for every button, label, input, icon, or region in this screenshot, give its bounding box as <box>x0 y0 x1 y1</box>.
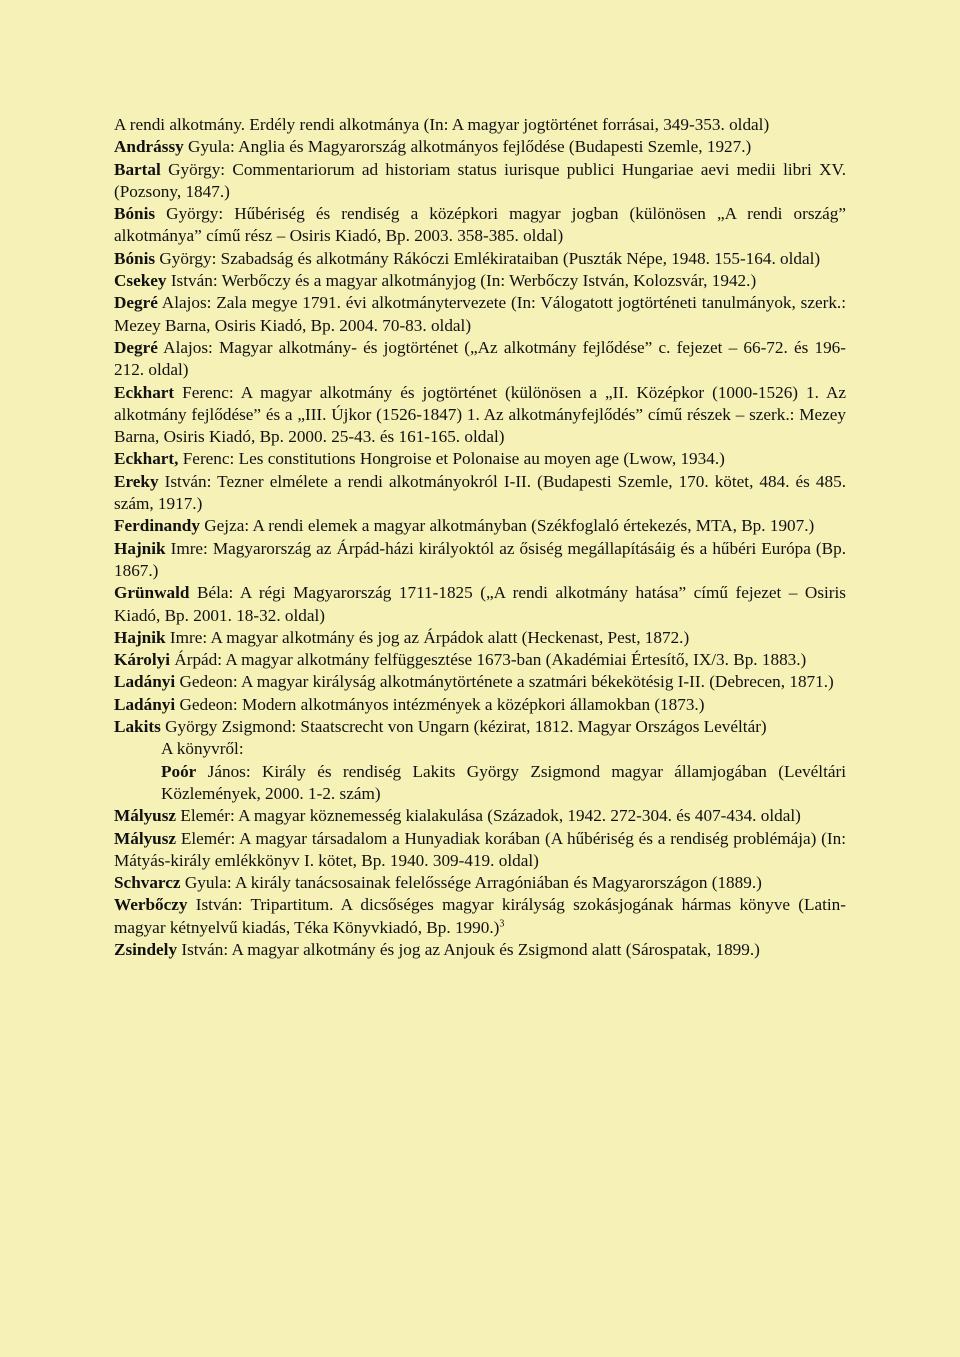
entry-author: Ladányi <box>114 694 176 714</box>
entry-author: Eckhart, <box>114 449 179 469</box>
entry-author: Zsindely <box>114 939 178 959</box>
bib-entry <box>114 292 846 337</box>
entry-text: István: Werbőczy és a magyar alkotmányjog (In: Werbőczy István, Kolozsvár, 1942.) <box>166 271 757 291</box>
bib-subheading <box>114 738 846 760</box>
entry-author: Bónis <box>114 204 156 224</box>
bib-entry <box>114 582 846 627</box>
entry-text: György: Szabadság és alkotmány Rákóczi Emlékirataiban (Puszták Népe, 1948. 155-164. oldal) <box>155 248 821 268</box>
entry-author: Hajnik <box>114 538 166 558</box>
bib-entry <box>114 270 846 292</box>
entry-text: Gejza: A rendi elemek a magyar alkotmányban (Székfoglaló értekezés, MTA, Bp. 1907.) <box>199 516 815 536</box>
entry-text: Elemér: A magyar társadalom a Hunyadiak korában (A hűbériség és a rendiség problémája) (In: Mátyás-király emlékkönyv I. kötet, Bp. 1940. 309-419. oldal) <box>114 828 846 870</box>
entry-text: Imre: A magyar alkotmány és jog az Árpádok alatt (Heckenast, Pest, 1872.) <box>165 627 690 647</box>
entry-text: Árpád: A magyar alkotmány felfüggesztése 1673-ban (Akadémiai Értesítő, IX/3. Bp. 1883.) <box>170 650 807 670</box>
entry-text: István: Tezner elmélete a rendi alkotmányokról I-II. (Budapesti Szemle, 170. kötet, 484. és 485. szám, 1917.) <box>114 471 846 514</box>
bib-entry <box>114 805 846 827</box>
entry-text: Gedeon: Modern alkotmányos intézmények a középkori államokban (1873.) <box>175 694 705 714</box>
bib-entry <box>114 694 846 716</box>
entry-text: György: Commentariorum ad historiam status iurisque publici Hungariae aevi medii libri XV. (Pozsony, 1847.) <box>114 159 846 201</box>
bib-entry <box>114 627 846 649</box>
entry-author: Degré <box>114 337 158 357</box>
entry-author: Bónis <box>114 248 156 268</box>
entry-author: Poór <box>161 761 197 781</box>
entry-author: Grünwald <box>114 583 190 603</box>
entry-author: Csekey <box>114 271 167 291</box>
entry-author: Bartal <box>114 159 161 179</box>
entry-author: Ferdinandy <box>114 516 200 536</box>
bib-entry <box>114 939 846 961</box>
entry-text: Gedeon: A magyar királyság alkotmánytörténete a szatmári békekötésig I-II. (Debrecen, 1871.) <box>175 672 834 692</box>
bib-entry <box>114 471 846 516</box>
bib-entry <box>114 761 846 806</box>
bib-entry <box>114 649 846 671</box>
entry-author: Ladányi <box>114 672 176 692</box>
entry-text: István: Tripartitum. A dicsőséges magyar királyság szokásjogának hármas könyve (Latin-magyar kétnyelvű kiadás, Téka Könyvkiadó, Bp. 1990.) <box>114 895 846 937</box>
bib-entry <box>114 136 846 158</box>
entry-author: Degré <box>114 293 158 313</box>
bib-entry <box>114 248 846 270</box>
bib-entry <box>114 382 846 449</box>
bib-entry <box>114 159 846 204</box>
bib-entry <box>114 538 846 583</box>
entry-author: Andrássy <box>114 137 184 157</box>
entry-text: György Zsigmond: Staatscrecht von Ungarn (kézirat, 1812. Magyar Országos Levéltár) <box>160 717 767 737</box>
entry-text: György: Hűbériség és rendiség a középkori magyar jogban (különösen „A rendi ország” alkotmánya” című rész – Osiris Kiadó, Bp. 2003. 358-385. oldal) <box>114 204 846 246</box>
entry-text: Gyula: A király tanácsosainak felelőssége Arragóniában és Magyarországon (1889.) <box>180 873 762 893</box>
entry-text: A könyvről: <box>161 739 244 759</box>
bib-entry <box>114 203 846 248</box>
entry-author: Hajnik <box>114 627 166 647</box>
entry-text: Alajos: Zala megye 1791. évi alkotmánytervezete (In: Válogatott jogtörténeti tanulmányok, szerk.: Mezey Barna, Osiris Kiadó, Bp. 2004. 70-83. oldal) <box>114 293 846 335</box>
entry-author: Lakits <box>114 717 161 737</box>
entry-text: Ferenc: Les constitutions Hongroise et Polonaise au moyen age (Lwow, 1934.) <box>178 449 725 469</box>
entry-author: Károlyi <box>114 650 171 670</box>
bib-entry <box>114 515 846 537</box>
entry-text: Elemér: A magyar köznemesség kialakulása (Századok, 1942. 272-304. és 407-434. oldal) <box>176 806 801 826</box>
entry-text: Ferenc: A magyar alkotmány és jogtörténet (különösen a „II. Középkor (1000-1526) 1. Az alkotmány fejlődése” és a „III. Újkor (1526-1847) 1. Az alkotmányfejlődés” című részek – szerk.: Mezey Barna, Osiris Kiadó, Bp. 2000. 25-43. és 161-165. oldal) <box>114 382 846 447</box>
bib-entry <box>114 337 846 382</box>
bib-entry <box>114 872 846 894</box>
entry-author: Schvarcz <box>114 873 181 893</box>
bib-entry <box>114 448 846 470</box>
entry-text: János: Király és rendiség Lakits György Zsigmond magyar államjogában (Levéltári Közlemények, 2000. 1-2. szám) <box>161 761 846 803</box>
entry-author: Mályusz <box>114 828 177 848</box>
bib-entry <box>114 716 846 738</box>
entry-text: Imre: Magyarország az Árpád-házi királyoktól az ősiség megállapításáig és a hűbéri Európa (Bp. 1867.) <box>114 538 846 580</box>
entry-text: Béla: A régi Magyarország 1711-1825 („A rendi alkotmány hatása” című fejezet – Osiris Kiadó, Bp. 2001. 18-32. oldal) <box>114 583 846 625</box>
bib-entry <box>114 671 846 693</box>
entry-text: Alajos: Magyar alkotmány- és jogtörténet („Az alkotmány fejlődése” c. fejezet – 66-72. és 196-212. oldal) <box>114 337 846 380</box>
entry-author: Werbőczy <box>114 895 188 915</box>
bibliography-list <box>114 114 846 961</box>
entry-text: István: A magyar alkotmány és jog az Anjouk és Zsigmond alatt (Sárospatak, 1899.) <box>177 939 760 959</box>
footnote-marker: 3 <box>499 917 505 929</box>
bib-entry <box>114 828 846 873</box>
entry-author: Ereky <box>114 471 159 491</box>
entry-author: Mályusz <box>114 806 177 826</box>
bib-entry <box>114 114 846 136</box>
entry-text: A rendi alkotmány. Erdély rendi alkotmánya (In: A magyar jogtörténet forrásai, 349-353. oldal) <box>114 115 770 134</box>
bib-entry <box>114 894 846 939</box>
entry-author: Eckhart <box>114 382 175 402</box>
entry-text: Gyula: Anglia és Magyarország alkotmányos fejlődése (Budapesti Szemle, 1927.) <box>183 137 752 157</box>
